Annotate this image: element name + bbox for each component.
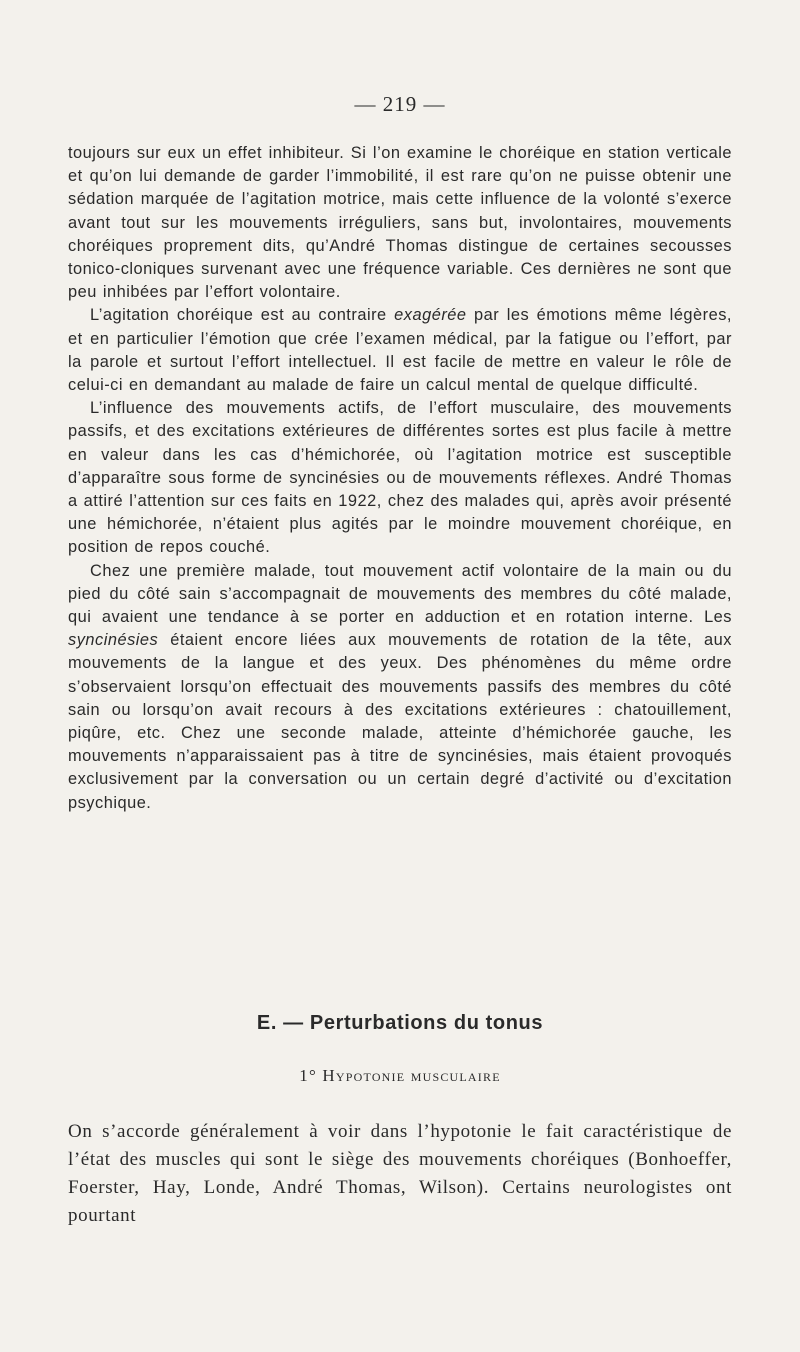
sub-heading xyxy=(0,1066,800,1086)
section-heading: E. — Perturbations du tonus xyxy=(256,1012,544,1034)
paragraph-4-start: Chez une première malade, tout mouvement actif volontaire de la main ou du pied du côté sain s’accompagnait de mouvements des membres du côté malade, qui avaient une tendance à se porter en adduction et en rotation interne. Les xyxy=(68,561,732,627)
page-number: — 219 — xyxy=(354,92,446,116)
paragraph-2-end: par les émotions même légères, et en particulier l’émotion que crée l’examen médical, par la fatigue ou l’effort, par la parole et surtout l’effort intellectuel. Il est facile de mettre en valeur le rôle de celui-ci en demandant au malade de faire un calcul mental de quelque difficulté. xyxy=(68,306,732,395)
sub-heading-number: 1° xyxy=(299,1066,317,1085)
emphasis-syncinesies: syncinésies xyxy=(68,631,159,650)
closing-paragraph: On s’accorde généralement à voir dans l’hypotonie le fait caractéristique de l’état des muscles qui sont le siège des mouvements choréiques (Bonhoeffer, Foerster, Hay, Londe, André Thomas, Wilson). Certains neurologistes ont pourtant xyxy=(68,1121,732,1226)
sub-heading-title: Hypotonie musculaire xyxy=(322,1066,501,1085)
paragraph-1: toujours sur eux un effet inhibiteur. Si l’on examine le choréique en station verticale et qu’on lui demande de garder l’immobilité, il est rare qu’on ne puisse obtenir une sédation marquée de l’agitation motrice, mais cette influence de la volonté s’exerce avant tout sur les mouvements irréguliers, sans but, involontaires, mouvements choréiques proprement dits, qu’André Thomas distingue de certaines secousses tonico-cloniques survenant avec une fréquence variable. Ces dernières ne sont que peu inhibées par l’effort volontaire. xyxy=(68,144,732,302)
paragraph-2-start: L’agitation choréique est au contraire xyxy=(90,306,395,325)
closing-text xyxy=(68,1118,732,1230)
paragraph-3: L’influence des mouvements actifs, de l’effort musculaire, des mouvements passifs, et des excitations extérieures de différentes sortes est plus facile à mettre en valeur dans les cas d’hémichorée, où l’agitation motrice est susceptible d’apparaître sous forme de syncinésies ou de mouvements réflexes. André Thomas a attiré l’attention sur ces faits en 1922, chez des malades qui, après avoir présenté une hémichorée, n’étaient plus agités par le moindre mouvement choréique, en position de repos couché. xyxy=(68,399,732,557)
paragraph-4-end: étaient encore liées aux mouvements de rotation de la tête, aux mouvements de la langue et des yeux. Des phénomènes du même ordre s’observaient lorsqu’on effectuait des mouvements passifs des membres du côté sain ou lorsqu’on avait recours à des excitations extérieures : chatouillement, piqûre, etc. Chez une seconde malade, atteinte d’hémichorée gauche, les mouvements n’apparaissaient pas à titre de syncinésies, mais étaient provoqués exclusivement par la conversation ou un certain degré d’activité ou d’excitation psychique. xyxy=(68,631,732,812)
emphasis-exageree: exagérée xyxy=(394,306,467,325)
body-text xyxy=(68,142,732,815)
paragraph-2 xyxy=(68,304,732,397)
paragraph-4 xyxy=(68,560,732,815)
